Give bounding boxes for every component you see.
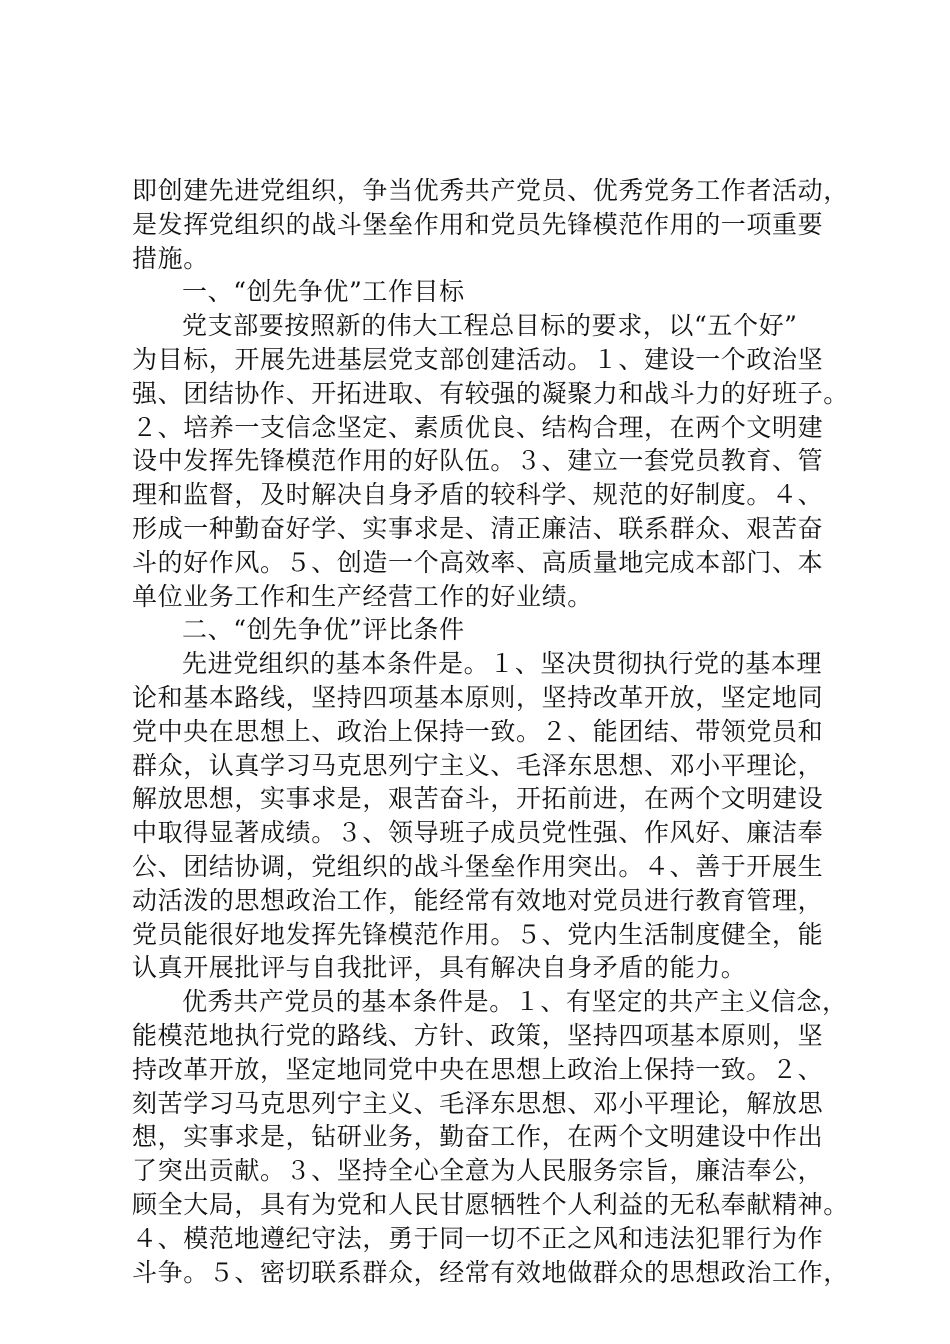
text-line: 党支部要按照新的伟大工程总目标的要求，以“五个好” bbox=[182, 311, 798, 341]
text-line: 措施。 bbox=[132, 243, 209, 273]
text-line: 党员能很好地发挥先锋模范作用。５、党内生活制度健全，能 bbox=[132, 919, 824, 949]
text-line: 想，实事求是，钻研业务，勤奋工作，在两个文明建设中作出 bbox=[132, 1122, 824, 1152]
text-line: 优秀共产党员的基本条件是。１、有坚定的共产主义信念， bbox=[182, 987, 848, 1017]
text-line: 认真开展批评与自我批评，具有解决自身矛盾的能力。 bbox=[132, 953, 747, 983]
text-line: 是发挥党组织的战斗堡垒作用和党员先锋模范作用的一项重要 bbox=[132, 209, 824, 239]
text-line: 群众，认真学习马克思列宁主义、毛泽东思想、邓小平理论， bbox=[132, 750, 824, 780]
text-line: 理和监督，及时解决自身矛盾的较科学、规范的好制度。４、 bbox=[132, 480, 824, 510]
text-line: 即创建先进党组织，争当优秀共产党员、优秀党务工作者活动， bbox=[132, 176, 849, 205]
text-line: 一、“创先争优”工作目标 bbox=[182, 277, 465, 307]
text-line: 持改革开放，坚定地同党中央在思想上政治上保持一致。２、 bbox=[132, 1054, 824, 1084]
text-line: 顾全大局，具有为党和人民甘愿牺牲个人利益的无私奉献精神。 bbox=[132, 1189, 849, 1219]
text-line: 设中发挥先锋模范作用的好队伍。３、建立一套党员教育、管 bbox=[132, 446, 824, 476]
text-line: 能模范地执行党的路线、方针、政策，坚持四项基本原则，坚 bbox=[132, 1020, 824, 1050]
text-line: 中取得显著成绩。３、领导班子成员党性强、作风好、廉洁奉 bbox=[132, 818, 824, 848]
text-line: 了突出贡献。３、坚持全心全意为人民服务宗旨，廉洁奉公， bbox=[132, 1156, 824, 1186]
text-line: 解放思想，实事求是，艰苦奋斗，开拓前进，在两个文明建设 bbox=[132, 784, 824, 814]
text-line: 二、“创先争优”评比条件 bbox=[182, 615, 465, 645]
text-line: 单位业务工作和生产经营工作的好业绩。 bbox=[132, 581, 593, 611]
text-line: ４、模范地遵纪守法，勇于同一切不正之风和违法犯罪行为作 bbox=[132, 1223, 824, 1253]
text-line: 公、团结协调，党组织的战斗堡垒作用突出。４、善于开展生 bbox=[132, 851, 824, 881]
text-line: 论和基本路线，坚持四项基本原则，坚持改革开放，坚定地同 bbox=[132, 682, 824, 712]
text-line: 强、团结协作、开拓进取、有较强的凝聚力和战斗力的好班子。 bbox=[132, 378, 849, 408]
text-line: 斗争。５、密切联系群众，经常有效地做群众的思想政治工作， bbox=[132, 1257, 849, 1287]
text-line: 斗的好作风。５、创造一个高效率、高质量地完成本部门、本 bbox=[132, 547, 824, 577]
document-body bbox=[132, 174, 849, 1289]
text-line: 为目标，开展先进基层党支部创建活动。１、建设一个政治坚 bbox=[132, 344, 824, 374]
text-line: 形成一种勤奋好学、实事求是、清正廉洁、联系群众、艰苦奋 bbox=[132, 513, 824, 543]
text-line: 动活泼的思想政治工作，能经常有效地对党员进行教育管理， bbox=[132, 885, 824, 915]
text-line: 刻苦学习马克思列宁主义、毛泽东思想、邓小平理论，解放思 bbox=[132, 1088, 824, 1118]
text-line: ２、培养一支信念坚定、素质优良、结构合理，在两个文明建 bbox=[132, 412, 824, 442]
text-line: 先进党组织的基本条件是。１、坚决贯彻执行党的基本理 bbox=[182, 649, 823, 679]
text-line: 党中央在思想上、政治上保持一致。２、能团结、带领党员和 bbox=[132, 716, 824, 746]
